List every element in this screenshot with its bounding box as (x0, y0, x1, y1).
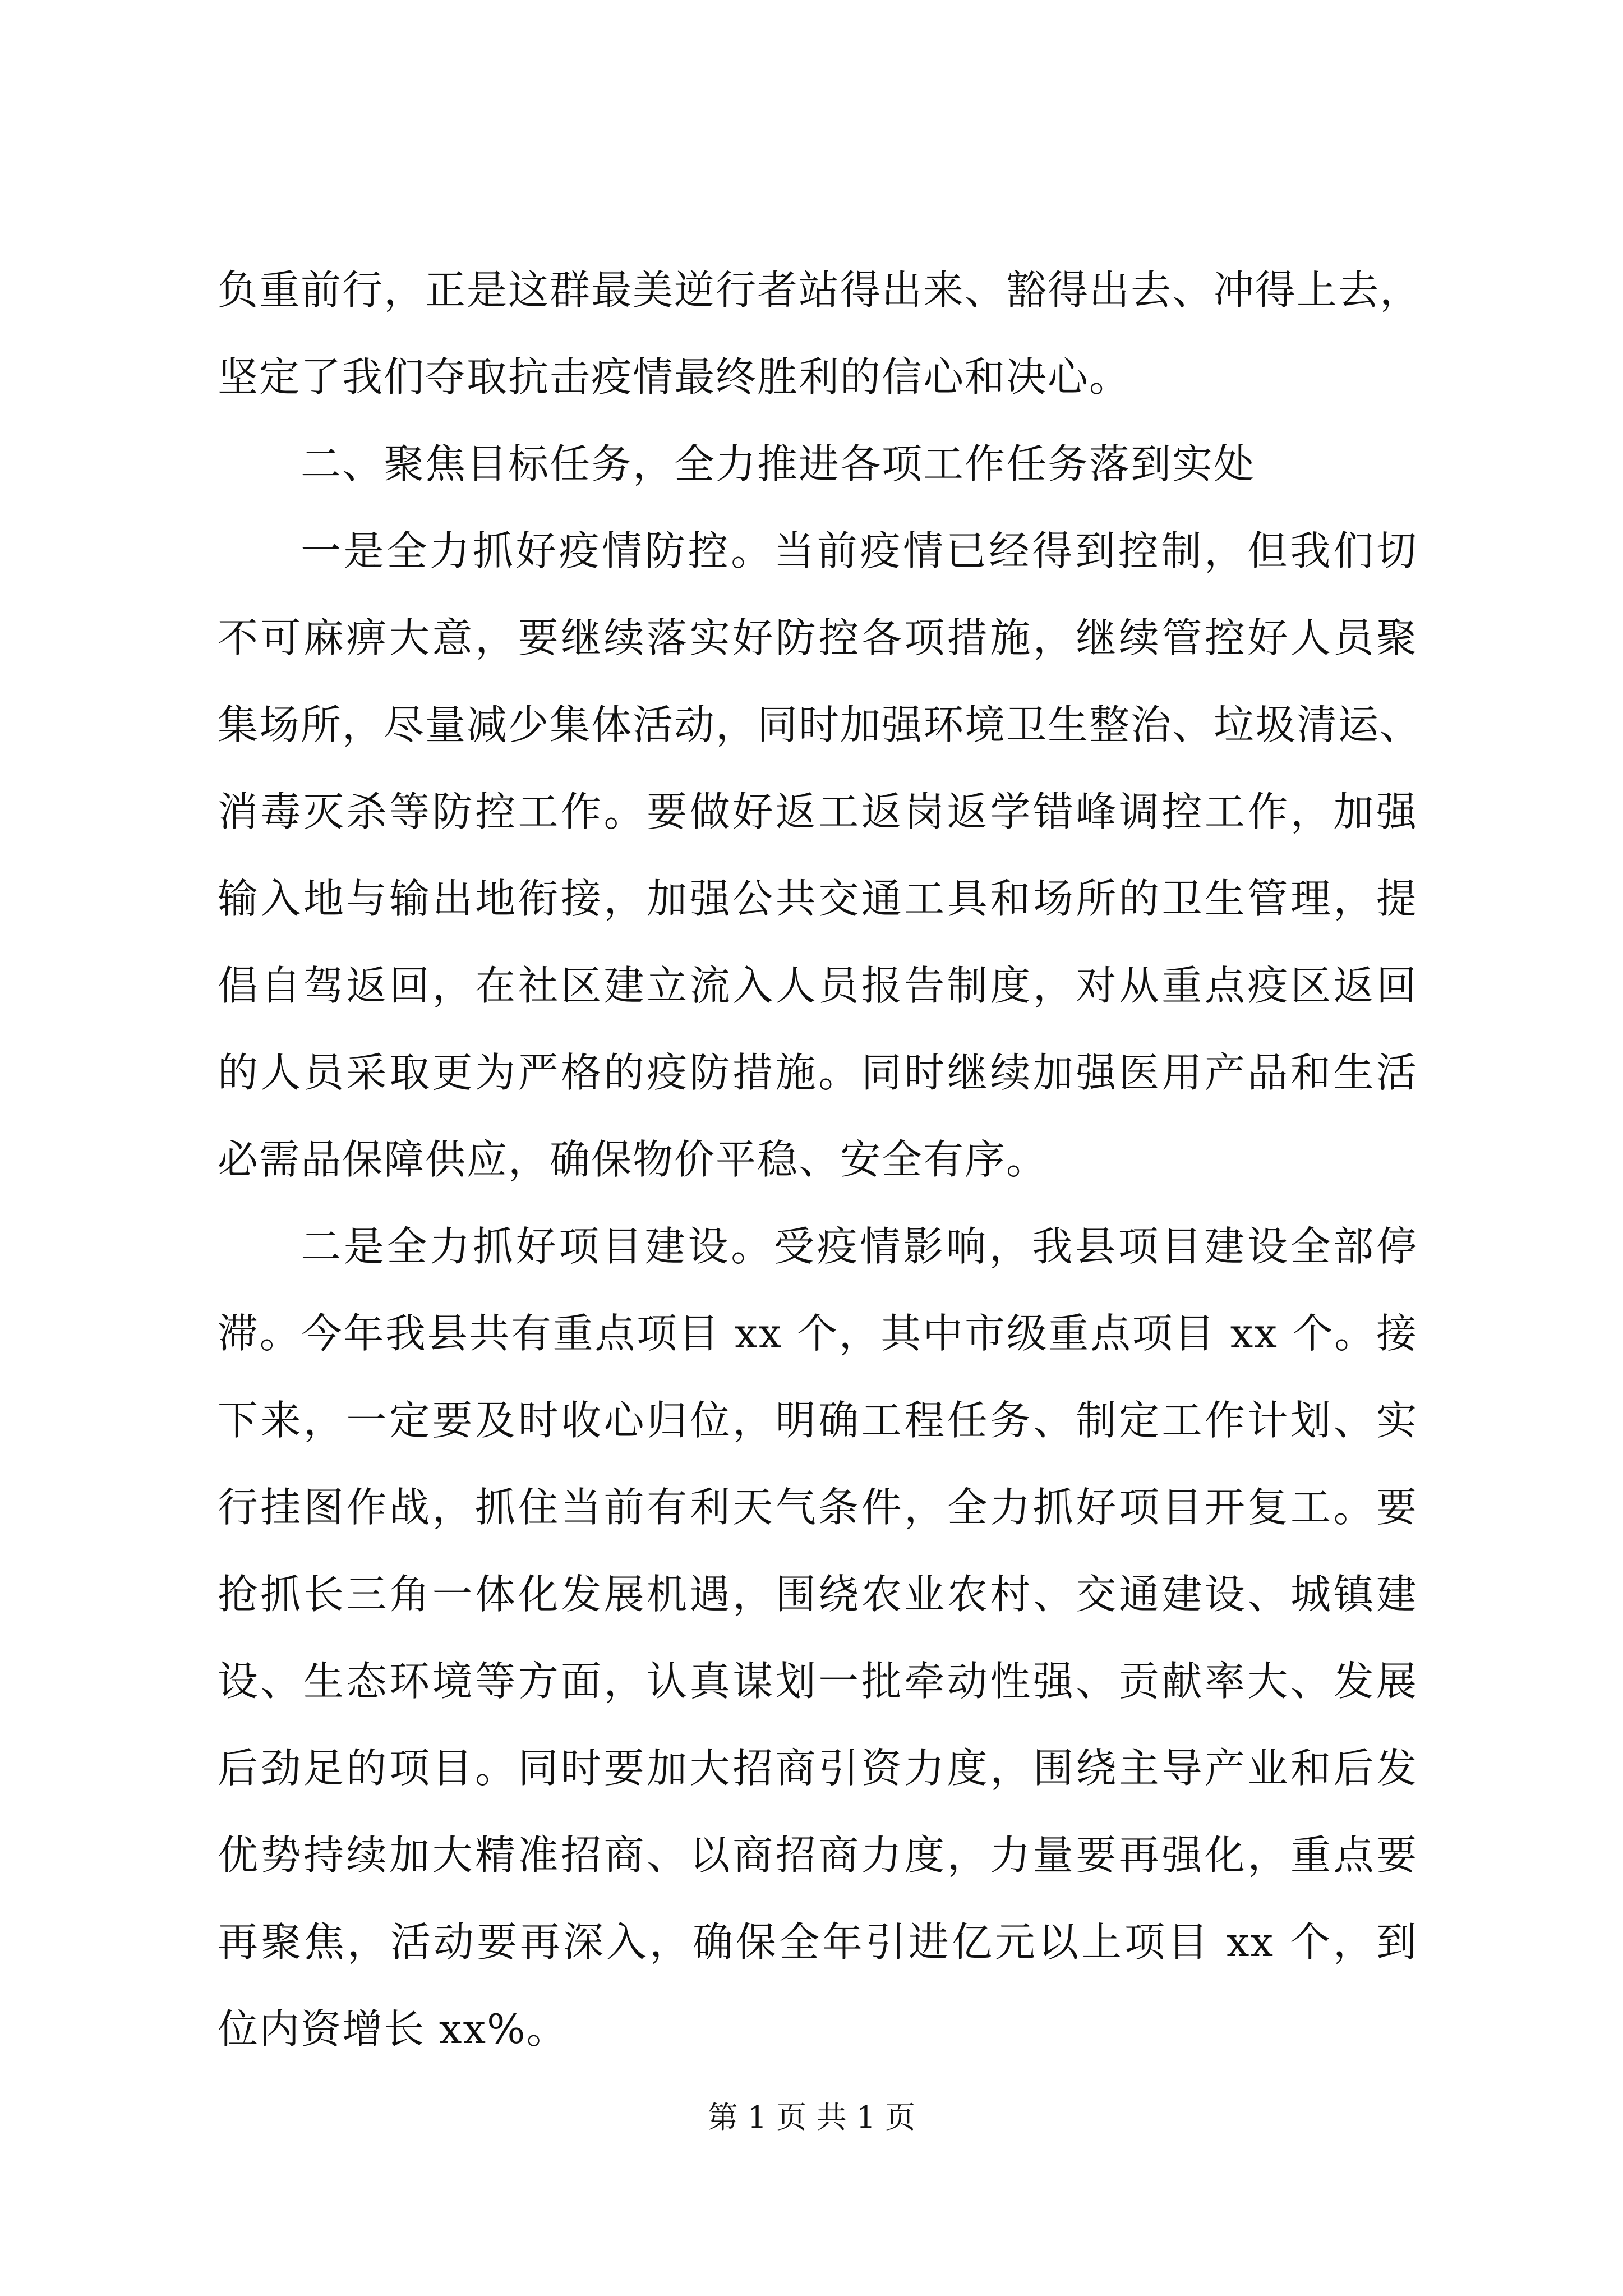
body-text-line: 一是全力抓好疫情防控。当前疫情已经得到控制，但我们切 (301, 527, 1418, 574)
body-text-line: 行挂图作战，抓住当前有利天气条件，全力抓好项目开复工。要 (218, 1484, 1418, 1531)
body-text-line: 位内资增长 xx%。 (218, 2005, 568, 2053)
body-text-line: 再聚焦，活动要再深入，确保全年引进亿元以上项目 xx 个，到 (218, 1918, 1418, 1966)
page-number-label: 第 1 页 共 1 页 (707, 2100, 916, 2135)
document-body (218, 247, 1422, 2073)
body-text-line: 二是全力抓好项目建设。受疫情影响，我县项目建设全部停 (301, 1223, 1418, 1270)
body-text-line: 集场所，尽量减少集体活动，同时加强环境卫生整治、垃圾清运、 (218, 701, 1422, 748)
body-text-line: 倡自驾返回，在社区建立流入人员报告制度，对从重点疫区返回 (218, 962, 1418, 1009)
body-text-line: 优势持续加大精准招商、以商招商力度，力量要再强化，重点要 (218, 1832, 1418, 1879)
page-footer (0, 2098, 1623, 2137)
body-text-line: 下来，一定要及时收心归位，明确工程任务、制定工作计划、实 (218, 1397, 1418, 1444)
body-text-line: 抢抓长三角一体化发展机遇，围绕农业农村、交通建设、城镇建 (218, 1571, 1418, 1618)
body-text-line: 的人员采取更为严格的疫防措施。同时继续加强医用产品和生活 (218, 1049, 1418, 1096)
section-heading: 二、聚焦目标任务，全力推进各项工作任务落到实处 (301, 440, 1256, 487)
body-text-line: 负重前行，正是这群最美逆行者站得出来、豁得出去、冲得上去， (218, 266, 1422, 314)
body-text-line: 设、生态环境等方面，认真谋划一批牵动性强、贡献率大、发展 (218, 1658, 1418, 1705)
body-text-line: 后劲足的项目。同时要加大招商引资力度，围绕主导产业和后发 (218, 1745, 1418, 1792)
body-text-line: 输入地与输出地衔接，加强公共交通工具和场所的卫生管理，提 (218, 875, 1418, 922)
body-text-line: 消毒灭杀等防控工作。要做好返工返岗返学错峰调控工作，加强 (218, 788, 1418, 835)
body-text-line: 不可麻痹大意，要继续落实好防控各项措施，继续管控好人员聚 (218, 614, 1418, 661)
body-text-line: 滞。今年我县共有重点项目 xx 个，其中市级重点项目 xx 个。接 (218, 1310, 1418, 1357)
body-text-line: 坚定了我们夺取抗击疫情最终胜利的信心和决心。 (218, 353, 1131, 401)
body-text-line: 必需品保障供应，确保物价平稳、安全有序。 (218, 1136, 1048, 1183)
